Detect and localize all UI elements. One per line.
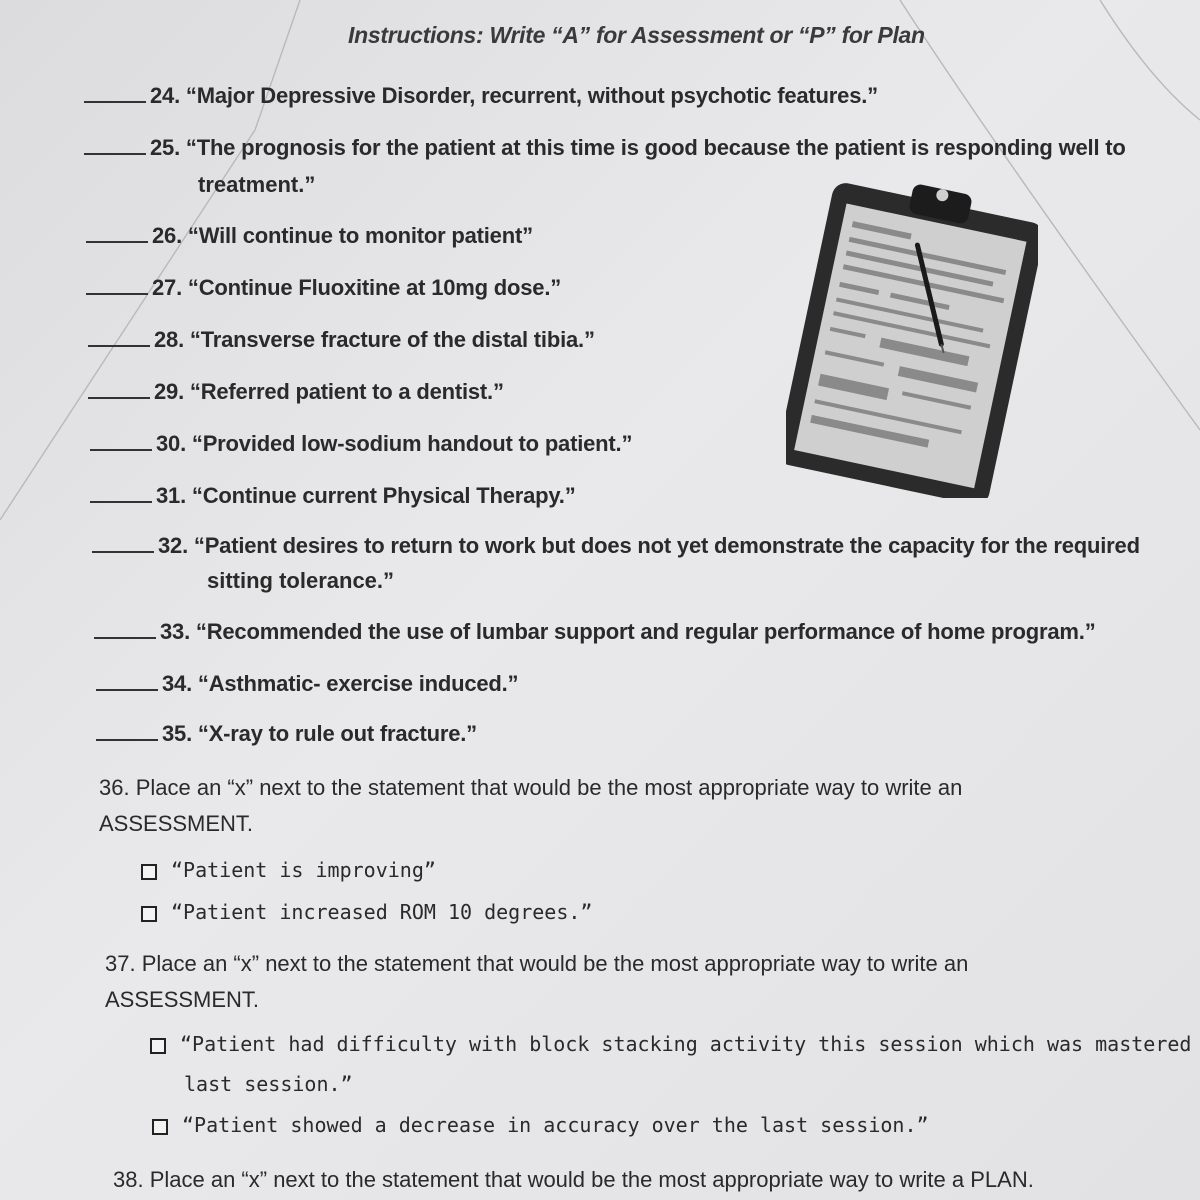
question-number: 31. xyxy=(156,483,186,508)
question-33 xyxy=(94,614,1096,650)
answer-blank[interactable] xyxy=(92,537,154,553)
question-36-option-2[interactable]: “Patient increased ROM 10 degrees.” xyxy=(141,900,592,924)
question-37-option-1-continuation: last session.” xyxy=(184,1072,353,1096)
question-38-prompt: 38. Place an “x” next to the statement that would be the most appropriate way to write a PLAN. xyxy=(113,1167,1034,1192)
checkbox-icon[interactable] xyxy=(152,1119,168,1135)
answer-blank[interactable] xyxy=(84,87,146,103)
question-24 xyxy=(84,78,878,114)
question-34 xyxy=(96,666,518,702)
question-28 xyxy=(88,322,595,358)
checkbox-icon[interactable] xyxy=(141,864,157,880)
question-number: 35. xyxy=(162,721,192,746)
answer-blank[interactable] xyxy=(90,435,152,451)
question-37-option-2[interactable]: “Patient showed a decrease in accuracy over the last session.” xyxy=(152,1113,929,1137)
answer-blank[interactable] xyxy=(96,725,158,741)
question-number: 28. xyxy=(154,327,184,352)
question-25-continuation: treatment.” xyxy=(198,172,316,197)
question-text: “Transverse fracture of the distal tibia.” xyxy=(189,327,595,352)
checkbox-icon[interactable] xyxy=(141,906,157,922)
question-32-continuation: sitting tolerance.” xyxy=(207,568,395,593)
question-36-prompt: 36. Place an “x” next to the statement that would be the most appropriate way to write an xyxy=(99,775,963,800)
question-number: 33. xyxy=(160,619,190,644)
question-number: 27. xyxy=(152,275,182,300)
question-31 xyxy=(90,478,576,514)
question-number: 34. xyxy=(162,671,192,696)
answer-blank[interactable] xyxy=(88,331,150,347)
question-text: “X-ray to rule out fracture.” xyxy=(197,721,477,746)
checkbox-icon[interactable] xyxy=(150,1038,166,1054)
question-number: 30. xyxy=(156,431,186,456)
answer-blank[interactable] xyxy=(86,279,148,295)
question-text: “Continue current Physical Therapy.” xyxy=(191,483,576,508)
question-text: “Will continue to monitor patient” xyxy=(187,223,533,248)
question-number: 25. xyxy=(150,135,180,160)
answer-blank[interactable] xyxy=(88,383,150,399)
question-text: “Provided low-sodium handout to patient.” xyxy=(191,431,633,456)
question-27 xyxy=(86,270,561,306)
question-text: “Referred patient to a dentist.” xyxy=(189,379,504,404)
question-26 xyxy=(86,218,533,254)
question-text: “The prognosis for the patient at this time is good because the patient is responding well to xyxy=(185,135,1126,160)
question-32 xyxy=(92,528,1140,564)
instructions-heading: Instructions: Write “A” for Assessment or “P” for Plan xyxy=(348,22,925,48)
question-36-prompt-end: ASSESSMENT. xyxy=(99,811,254,836)
question-37-prompt: 37. Place an “x” next to the statement that would be the most appropriate way to write an xyxy=(105,951,969,976)
answer-blank[interactable] xyxy=(90,487,152,503)
answer-blank[interactable] xyxy=(86,227,148,243)
question-number: 24. xyxy=(150,83,180,108)
question-text: “Continue Fluoxitine at 10mg dose.” xyxy=(187,275,562,300)
answer-blank[interactable] xyxy=(84,139,146,155)
question-35 xyxy=(96,716,477,752)
question-37-option-1[interactable]: “Patient had difficulty with block stacking activity this session which was mastered xyxy=(150,1032,1191,1056)
question-number: 29. xyxy=(154,379,184,404)
question-text: “Recommended the use of lumbar support and regular performance of home program.” xyxy=(195,619,1096,644)
question-number: 26. xyxy=(152,223,182,248)
answer-blank[interactable] xyxy=(96,675,158,691)
question-36-option-1[interactable]: “Patient is improving” xyxy=(141,858,436,882)
question-29 xyxy=(88,374,504,410)
answer-blank[interactable] xyxy=(94,623,156,639)
question-text: “Patient desires to return to work but does not yet demonstrate the capacity for the required xyxy=(193,533,1140,558)
question-37-prompt-end: ASSESSMENT. xyxy=(105,987,260,1012)
question-text: “Asthmatic- exercise induced.” xyxy=(197,671,519,696)
question-30 xyxy=(90,426,632,462)
question-text: “Major Depressive Disorder, recurrent, without psychotic features.” xyxy=(185,83,878,108)
question-number: 32. xyxy=(158,533,188,558)
clipboard-icon xyxy=(786,178,1038,498)
question-25 xyxy=(84,130,1126,166)
